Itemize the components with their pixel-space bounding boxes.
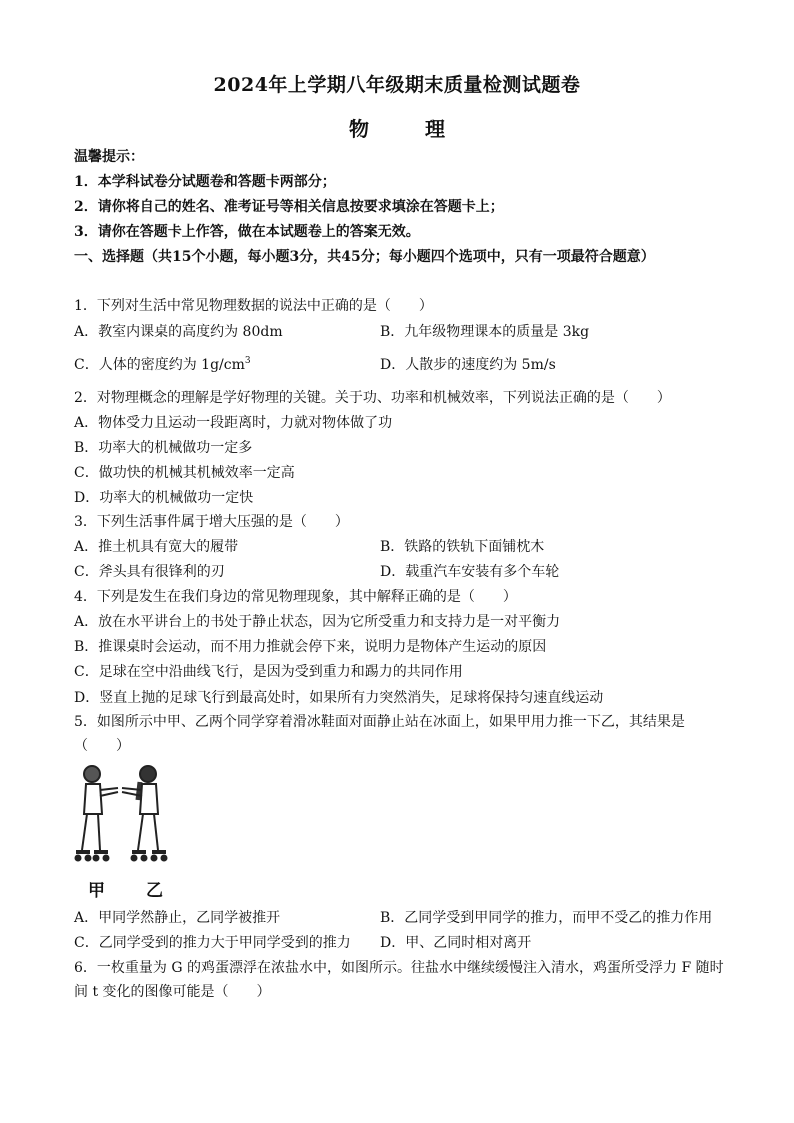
option-b: B．乙同学受到甲同学的推力，而甲不受乙的推力作用 xyxy=(380,910,713,926)
option-c-text: C．人体的密度约为 1g/cm xyxy=(74,357,245,373)
notice-heading: 温馨提示： xyxy=(74,149,144,165)
question-stem: 4．下列是发生在我们身边的常见物理现象，其中解释正确的是（ ） xyxy=(74,589,517,605)
figure-label-yi: 乙 xyxy=(146,881,163,901)
option-d: D．竖直上抛的足球飞行到最高处时，如果所有力突然消失，足球将保持匀速直线运动 xyxy=(74,690,604,706)
superscript: 3 xyxy=(244,356,251,366)
skaters-illustration xyxy=(70,762,180,877)
option-a: A．甲同学然静止，乙同学被推开 xyxy=(74,910,281,926)
option-c: C．乙同学受到的推力大于甲同学受到的推力 xyxy=(74,935,351,951)
figure-label-jia: 甲 xyxy=(88,881,105,901)
section-heading: 一、选择题（共15个小题，每小题3分，共45分；每小题四个选项中，只有一项最符合题意） xyxy=(74,249,655,265)
option-a: A．物体受力且运动一段距离时，力就对物体做了功 xyxy=(74,415,393,431)
question-stem: 5．如图所示中甲、乙两个同学穿着滑冰鞋面对面静止站在冰面上，如果甲用力推一下乙，其结果是（ ） xyxy=(74,714,685,754)
notice-item: 1．本学科试卷分试题卷和答题卡两部分； xyxy=(74,174,336,190)
option-d: D．甲、乙同时相对离开 xyxy=(380,935,532,951)
option-c: C．做功快的机械其机械效率一定高 xyxy=(74,465,295,481)
question-stem: 3．下列生活事件属于增大压强的是（ ） xyxy=(74,514,349,530)
option-b: B．功率大的机械做功一定多 xyxy=(74,440,253,456)
option-c xyxy=(74,355,251,375)
notice-item: 2．请你将自己的姓名、准考证号等相关信息按要求填涂在答题卡上； xyxy=(74,199,504,215)
question-stem: 1．下列对生活中常见物理数据的说法中正确的是（ ） xyxy=(74,298,433,314)
skaters-figure xyxy=(70,762,180,902)
option-a: A．放在水平讲台上的书处于静止状态，因为它所受重力和支持力是一对平衡力 xyxy=(74,614,561,630)
option-b: B．铁路的铁轨下面铺枕木 xyxy=(380,539,545,555)
option-d: D．功率大的机械做功一定快 xyxy=(74,490,254,506)
option-a: A．推土机具有宽大的履带 xyxy=(74,539,239,555)
notice-item: 3．请你在答题卡上作答，做在本试题卷上的答案无效。 xyxy=(74,224,420,240)
option-b: B．九年级物理课本的质量是 3kg xyxy=(380,324,590,340)
question-stem: 2．对物理概念的理解是学好物理的关键。关于功、功率和机械效率，下列说法正确的是（ ） xyxy=(74,390,671,406)
option-c: C．斧头具有很锋利的刃 xyxy=(74,564,225,580)
option-a: A．教室内课桌的高度约为 80dm xyxy=(74,324,283,340)
option-d: D．载重汽车安装有多个车轮 xyxy=(380,564,560,580)
subject-title: 物 理 xyxy=(349,117,463,141)
option-d: D．人散步的速度约为 5m/s xyxy=(380,357,556,373)
question-stem: 6．一枚重量为 G 的鸡蛋漂浮在浓盐水中，如图所示。往盐水中继续缓慢注入清水，鸡蛋所受浮力 F 随时间 t 变化的图像可能是（ ） xyxy=(74,960,724,1000)
option-b: B．推课桌时会运动，而不用力推就会停下来，说明力是物体产生运动的原因 xyxy=(74,639,547,655)
option-c: C．足球在空中沿曲线飞行，是因为受到重力和踢力的共同作用 xyxy=(74,664,463,680)
exam-title: 2024年上学期八年级期末质量检测试题卷 xyxy=(213,74,581,96)
